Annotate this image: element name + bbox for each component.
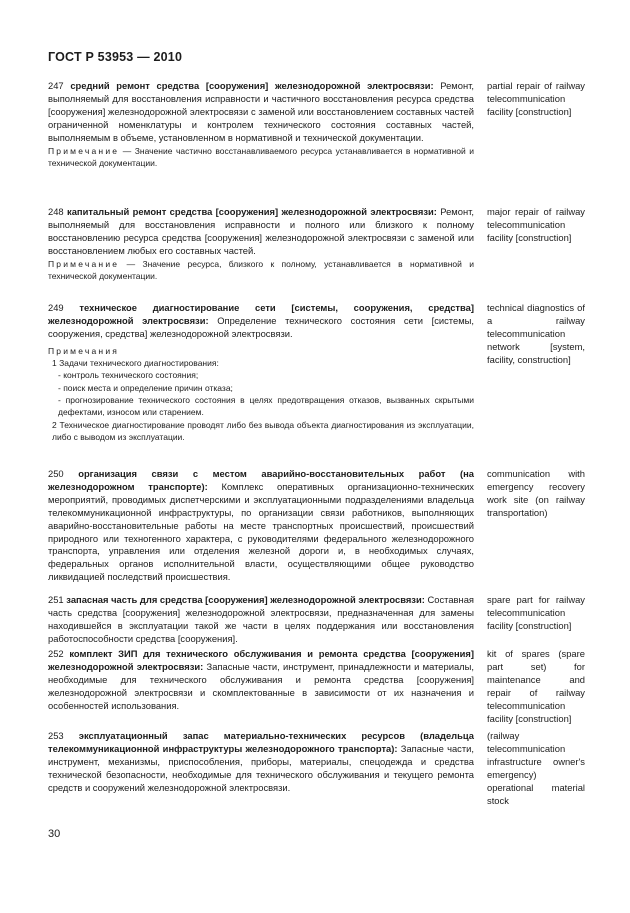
entry-number: 252 [48,648,64,659]
english-term-247: partial repair of railway telecommunication facility [construction] [487,80,585,117]
note-text: — Значение частично восстанавливаемого ресурса устанавливается в нормативной и технической документации. [48,145,474,168]
term-entry-253 [48,730,474,795]
term-entry-251 [48,594,474,646]
entry-term: техническое диагностирование сети [системы, сооружения, средства] железнодорожной электросвязи: [48,302,475,326]
english-term-251: spare part for railway telecommunication facility [construction] [487,594,585,631]
entry-note [48,145,474,170]
document-header: ГОСТ Р 53953 — 2010 [48,50,183,64]
entry-definition [48,730,474,795]
note-item: - прогнозирование технического состояния в целях предотвращения отказов, вызванных скрытыми дефектами, износом или старением. [58,394,474,418]
notes-label: Примечания [48,345,120,356]
entry-term: комплект ЗИП для технического обслуживания и ремонта средства [сооружения] железнодорожной электросвязи: [48,648,474,672]
english-term-252: kit of spares (spare part set) for maintenance and repair of railway telecommunication facility [construction] [487,648,585,724]
entry-definition [48,648,474,713]
entry-text: Комплекс оперативных организационно-технических мероприятий, проводимых диспетчерскими и эксплуатационными подразделениями владельца телекоммуникационной инфраструктуры, по организации связи работников, выполняющих аварийно-восстановительные работы на месте транспортных происшествий, происшествий природного или техногенного характера, с руководителями федерального железнодорожного транспорта, управления или отделения железной дороги и, в необходимых случаях, федеральных органов исполнительной власти, осуществляющими общее руководство ликвидацией последствий происшествия. [48,480,474,583]
entry-text: Составная часть средства [сооружения] железнодорожной электросвязи, предназначенная для замены находившейся в эксплуатации такой же части в целях поддержания или восстановления работоспособности средства [сооружения]. [48,594,475,644]
entry-definition [48,468,474,584]
entry-term: эксплуатационный запас материально-технических ресурсов (владельца телекоммуникационной инфраструктуры железнодорожного транспорта): [48,730,474,754]
entry-definition [48,206,474,258]
entry-number: 253 [48,730,64,741]
entry-number: 250 [48,468,64,479]
entry-definition [48,80,474,145]
entry-term: запасная часть для средства [сооружения] железнодорожной электросвязи: [66,594,425,605]
entry-text: Запасные части, инструмент, механизмы, приспособления, приборы, материалы, спецодежда и средства технической безопасности, необходимые для технического обслуживания и текущего ремонта средств и сооружений железнодорожной электросвязи. [48,742,474,793]
note-item: 2 Техническое диагностирование проводят либо без вывода объекта диагностирования из эксплуатации, либо с выводом из эксплуатации. [52,419,474,442]
term-entry-249 [48,302,474,443]
entry-term: капитальный ремонт средства [сооружения] железнодорожной электросвязи: [67,206,437,217]
term-entry-248 [48,206,474,282]
entry-notes [48,345,474,443]
entry-text: Определение технического состояния сети [системы, сооружения, средства] железнодорожной электросвязи. [48,314,474,339]
english-term-250: communication with emergency recovery work site (on railway transportation) [487,468,585,518]
entry-number: 251 [48,594,64,605]
note-text: — Значение ресурса, близкого к полному, устанавливается в нормативной и технической документации. [48,258,474,281]
entry-text: Запасные части, инструмент, принадлежности и материалы, необходимые для технического обслуживания и ремонта средства [сооружения] железнодорожной электросвязи и скомплектованные в зависимости от их назначения и особенностей использования. [48,660,474,711]
entry-text: Ремонт, выполняемый для восстановления исправности и полного или близкого к полному восстановлению ресурса средства [сооружения] железнодорожной электросвязи с заменой или восстановлением любых его составных частей. [48,206,474,256]
entry-definition [48,302,474,341]
entry-text: Ремонт, выполняемый для восстановления исправности и частичного восстановления ресурса средства [сооружения] железнодорожной электросвязи с заменой или восстановлением составных частей ограниченной номенклатуры и контролем технического состояния составных частей, выполняемым в объеме, установленном в нормативной и технической документации. [48,80,474,143]
term-entry-247 [48,80,474,169]
entry-number: 248 [48,206,64,217]
term-entry-252 [48,648,474,713]
english-term-253: (railway telecommunication infrastructure owner's emergency) operational material stock [487,730,585,806]
note-label: Примечание [48,258,120,269]
note-item: - контроль технического состояния; [58,370,199,381]
note-item: 1 Задачи технического диагностирования: [52,358,219,369]
entry-term: организация связи с местом аварийно-восстановительных работ (на железнодорожном транспорте): [48,468,474,492]
note-label: Примечание [48,145,120,156]
note-item: - поиск места и определение причин отказа; [58,382,233,393]
english-term-248: major repair of railway telecommunication facility [construction] [487,206,585,243]
entry-term: средний ремонт средства [сооружения] железнодорожной электросвязи: [70,80,434,91]
english-term-249: technical diagnostics of a railway telecommunication network [system, facility, construction] [487,302,585,365]
entry-note [48,258,474,283]
entry-definition [48,594,474,646]
entry-number: 247 [48,80,64,91]
page-number: 30 [48,828,61,840]
entry-number: 249 [48,302,64,313]
term-entry-250 [48,468,474,584]
